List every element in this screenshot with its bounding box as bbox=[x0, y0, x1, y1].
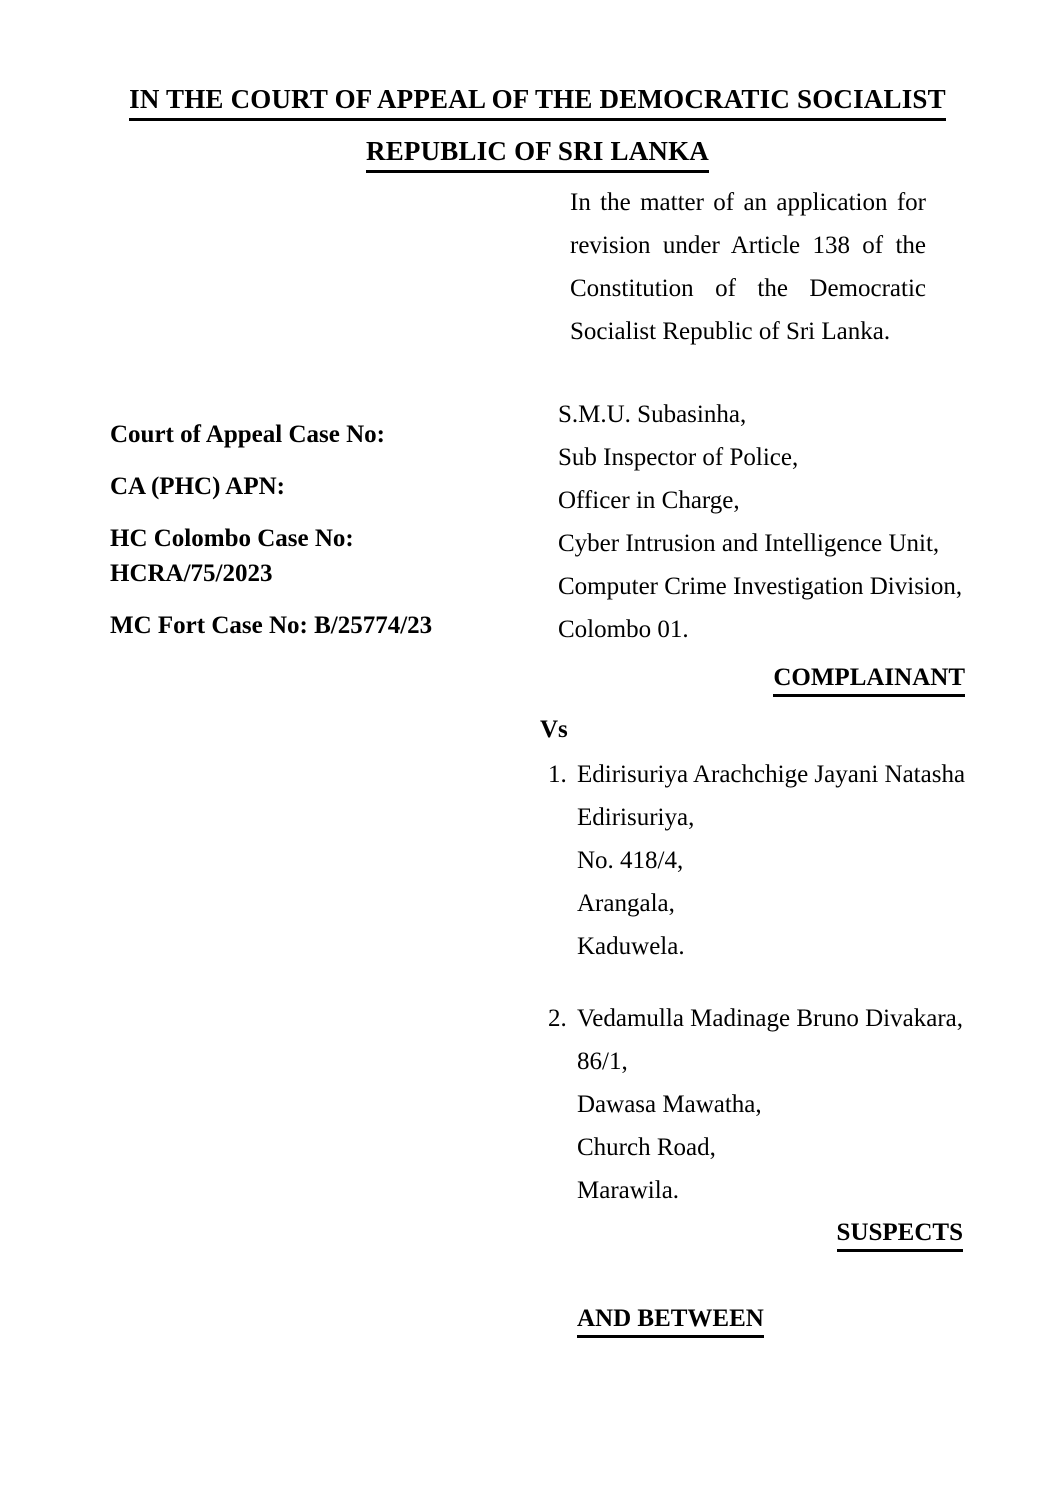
suspect-line: 86/1, bbox=[577, 1048, 628, 1075]
case-number-line: CA (PHC) APN: bbox=[110, 473, 285, 500]
title-line-1-text: IN THE COURT OF APPEAL OF THE DEMOCRATIC SOCIALIST bbox=[129, 84, 946, 121]
case-number-item bbox=[110, 469, 530, 504]
title-line-2 bbox=[110, 136, 965, 173]
case-number-item bbox=[110, 521, 530, 591]
complainant-label bbox=[773, 664, 965, 697]
complainant-line: Officer in Charge, bbox=[558, 487, 740, 514]
suspect-line: Edirisuriya Arachchige Jayani Natasha bbox=[577, 761, 966, 788]
complainant-line: Cyber Intrusion and Intelligence Unit, bbox=[558, 530, 940, 557]
case-number-item bbox=[110, 608, 530, 643]
case-number-line: MC Fort Case No: B/25774/23 bbox=[110, 612, 433, 639]
suspect-item-2 bbox=[548, 997, 988, 1212]
and-between-label bbox=[577, 1305, 764, 1338]
intro-line: Constitution of the Democratic bbox=[570, 275, 926, 302]
suspect-line: Marawila. bbox=[577, 1177, 680, 1204]
suspect-2-details bbox=[577, 997, 988, 1212]
and-between-label-text: AND BETWEEN bbox=[577, 1305, 764, 1338]
complainant-address bbox=[558, 393, 978, 651]
suspect-2-number: 2. bbox=[548, 1005, 567, 1032]
suspects-label-text: SUSPECTS bbox=[837, 1219, 963, 1252]
case-number-item bbox=[110, 417, 530, 452]
complainant-line: Sub Inspector of Police, bbox=[558, 444, 799, 471]
suspect-line: Church Road, bbox=[577, 1134, 716, 1161]
suspect-line: Kaduwela. bbox=[577, 933, 685, 960]
title-line-2-text: REPUBLIC OF SRI LANKA bbox=[366, 136, 709, 173]
title-line-1 bbox=[110, 84, 965, 121]
document-title bbox=[110, 84, 965, 188]
suspect-line: Edirisuriya, bbox=[577, 804, 695, 831]
suspect-line: Dawasa Mawatha, bbox=[577, 1091, 762, 1118]
suspect-1-number: 1. bbox=[548, 761, 567, 788]
intro-paragraph bbox=[570, 181, 926, 353]
complainant-label-text: COMPLAINANT bbox=[773, 664, 965, 697]
case-number-line: HC Colombo Case No: bbox=[110, 525, 354, 552]
intro-line: Socialist Republic of Sri Lanka. bbox=[570, 318, 891, 345]
suspect-line: Arangala, bbox=[577, 890, 675, 917]
suspect-item-1 bbox=[548, 753, 988, 968]
case-number-line: Court of Appeal Case No: bbox=[110, 421, 385, 448]
complainant-line: Colombo 01. bbox=[558, 616, 689, 643]
suspect-line: Vedamulla Madinage Bruno Divakara, bbox=[577, 1005, 963, 1032]
complainant-line: S.M.U. Subasinha, bbox=[558, 401, 747, 428]
case-numbers-block bbox=[110, 417, 530, 660]
suspect-1-details bbox=[577, 753, 988, 968]
complainant-line: Computer Crime Investigation Division, bbox=[558, 573, 963, 600]
intro-line: revision under Article 138 of the bbox=[570, 232, 926, 259]
suspects-label bbox=[837, 1219, 963, 1252]
suspect-line: No. 418/4, bbox=[577, 847, 684, 874]
case-number-line: HCRA/75/2023 bbox=[110, 560, 273, 587]
intro-line: In the matter of an application for bbox=[570, 189, 926, 216]
versus-label: Vs bbox=[540, 716, 568, 743]
